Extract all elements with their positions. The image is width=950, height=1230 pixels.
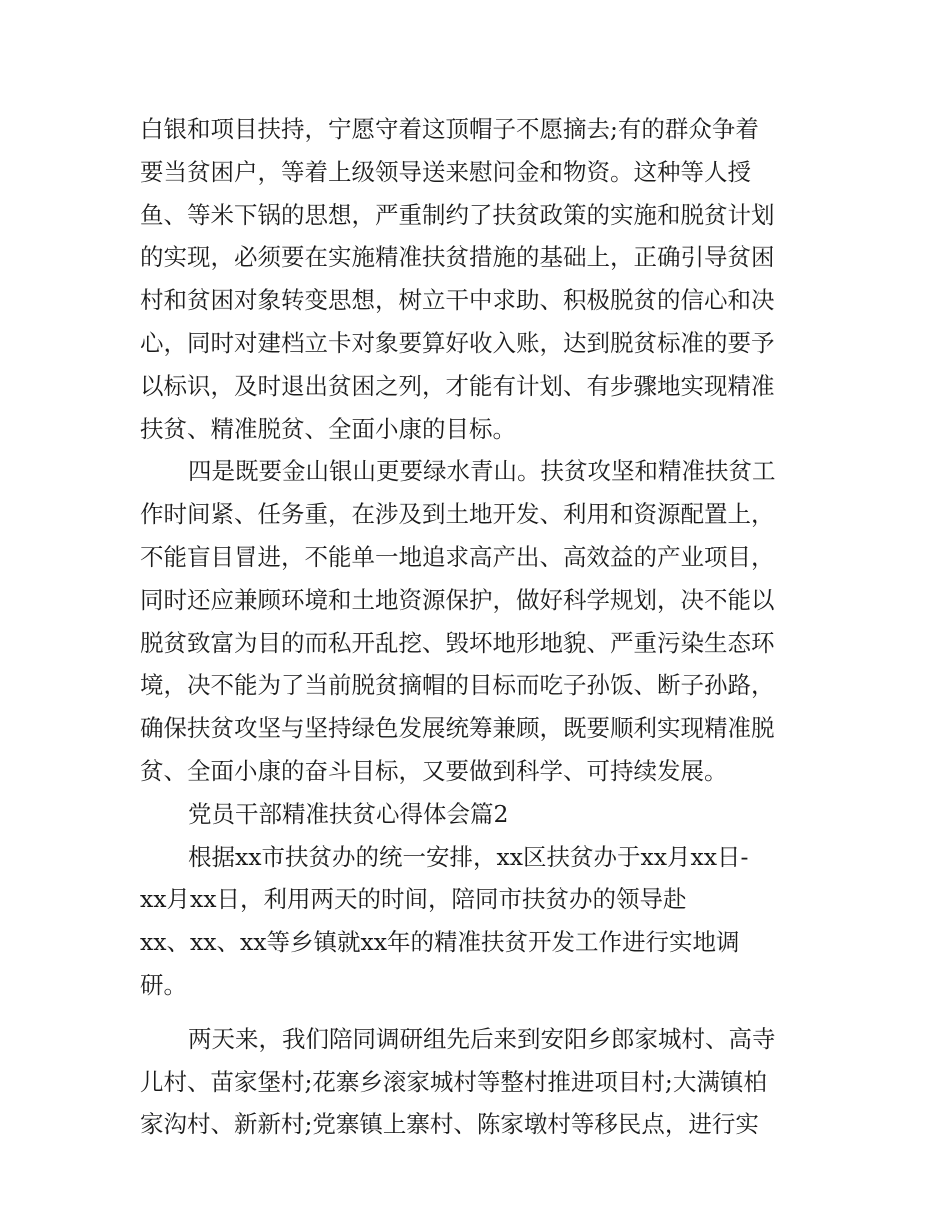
document-page [140,108,812,1146]
text-line-first: 两天来，我们陪同调研组先后来到安阳乡郎家城村、高寺 [188,1024,776,1053]
section-heading [140,793,812,836]
text-line: 扶贫、精准脱贫、全面小康的目标。 [140,414,516,443]
text-line: 贫、全面小康的奋斗目标，又要做到科学、可持续发展。 [140,756,728,785]
text-line: 鱼、等米下锅的思想，严重制约了扶贫政策的实施和脱贫计划 [140,200,775,229]
text-line-first: 四是既要金山银山更要绿水青山。扶贫攻坚和精准扶贫工 [188,457,776,486]
heading-text: 党员干部精准扶贫心得体会篇2 [188,799,509,828]
text-line: 同时还应兼顾环境和土地资源保护，做好科学规划，决不能以 [140,585,775,614]
text-line: 心，同时对建档立卡对象要算好收入账，达到脱贫标准的要予 [140,328,775,357]
text-line: xx、xx、xx等乡镇就xx年的精准扶贫开发工作进行实地调 [140,928,740,957]
text-line: 家沟村、新新村;党寨镇上寨村、陈家墩村等移民点，进行实 [140,1110,759,1139]
text-line: 不能盲目冒进，不能单一地追求高产出、高效益的产业项目， [140,542,775,571]
paragraph-3 [140,836,812,1007]
text-line: 境，决不能为了当前脱贫摘帽的目标而吃子孙饭、断子孙路， [140,671,775,700]
text-line: 确保扶贫攻坚与坚持绿色发展统筹兼顾，既要顺利实现精准脱 [140,714,775,743]
text-line: 以标识，及时退出贫困之列，才能有计划、有步骤地实现精准 [140,371,775,400]
text-line: 要当贫困户，等着上级领导送来慰问金和物资。这种等人授 [140,157,751,186]
text-line: 村和贫困对象转变思想，树立干中求助、积极脱贫的信心和决 [140,286,775,315]
text-line: 儿村、苗家堡村;花寨乡滚家城村等整村推进项目村;大满镇柏 [140,1067,767,1096]
text-line: 的实现，必须要在实施精准扶贫措施的基础上，正确引导贫困 [140,243,775,272]
text-line: 脱贫致富为目的而私开乱挖、毁坏地形地貌、严重污染生态环 [140,628,775,657]
paragraph-4 [140,1018,812,1146]
paragraph-2 [140,450,812,792]
text-line-first: 根据xx市扶贫办的统一安排，xx区扶贫办于xx月xx日- [188,842,749,871]
text-line: 白银和项目扶持，宁愿守着这顶帽子不愿摘去;有的群众争着 [140,115,759,143]
text-line: 研。 [140,970,187,999]
text-line: xx月xx日，利用两天的时间，陪同市扶贫办的领导赴 [140,885,687,914]
paragraph-1 [140,108,812,450]
text-line: 作时间紧、任务重，在涉及到土地开发、利用和资源配置上， [140,500,775,529]
